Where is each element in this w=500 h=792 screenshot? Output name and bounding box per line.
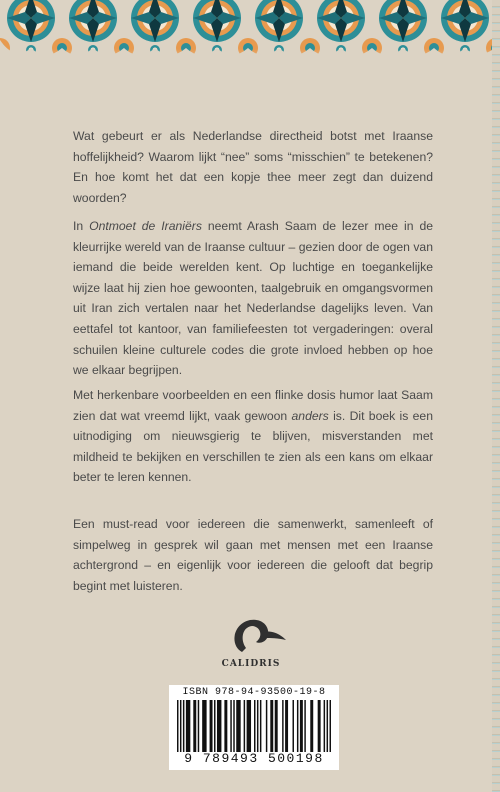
barcode-bar	[304, 700, 305, 752]
barcode-bar	[310, 700, 313, 752]
barcode-bar	[247, 700, 251, 752]
barcode-bar	[266, 700, 267, 752]
publisher-name: CALIDRIS	[221, 659, 281, 669]
barcode-bar	[254, 700, 255, 752]
barcode-bar	[193, 700, 196, 752]
book-title-italic: Ontmoet de Iraniërs	[89, 219, 202, 233]
bird-head-logo-icon	[206, 610, 296, 658]
barcode-bar	[183, 700, 184, 752]
blurb-paragraph-1: Wat gebeurt er als Nederlandse directheid botst met Iraanse hoffelijkheid? Waarom lijkt “nee” soms “misschien” te betekenen? En hoe komt het dat een kopje thee meer zegt dan duizend woorden?	[73, 129, 433, 205]
barcode-digits: 9 789493 500198	[184, 751, 324, 766]
blurb-paragraph-2-rest: neemt Arash Saam de lezer mee in de kleurrijke wereld van de Iraanse cultuur – gezien door de ogen van iemand die beide werelden kent. Op luchtige en toegankelijke wijze laat hij zien hoe gewoonten, taalgebruik en omgangsvormen uit Iran zich vertalen naar het Nederlandse dagelijks leven. Van eettafel tot kantoor, van familiefeesten tot vergaderingen: overal schuilen kleine culturele codes die grote invloed hebben op hoe we elkaar begrijpen.	[73, 219, 433, 378]
publisher-logo	[206, 610, 296, 678]
barcode-bar	[210, 700, 213, 752]
emphasis-anders: anders	[291, 408, 329, 423]
barcode-bar	[236, 700, 240, 752]
barcode-bars	[177, 700, 331, 752]
barcode-bar	[324, 700, 325, 752]
barcode-bar	[282, 700, 283, 752]
barcode-bar	[327, 700, 328, 752]
barcode-bar	[300, 700, 303, 752]
ornamental-tile-border	[0, 0, 500, 70]
barcode-bar	[260, 700, 261, 752]
blurb-paragraph-3-part1: Met herkenbare voorbeelden en een flinke dosis humor laat Saam zien dat wat vreemd lijkt, vaak gewoon	[73, 388, 433, 423]
barcode-bar	[224, 700, 227, 752]
barcode-bar	[217, 700, 221, 752]
blurb-paragraph-4: Een must-read voor iedereen die samenwerkt, samenleeft of simpelweg in gesprek wil gaan met mensen met een Iraanse achtergrond – en eigenlijk voor iedereen die gelooft dat begrip begint met luisteren.	[73, 517, 433, 593]
blurb-paragraph-2	[73, 216, 433, 381]
barcode-bar	[230, 700, 231, 752]
barcode-bar	[293, 700, 294, 752]
barcode-bar	[297, 700, 298, 752]
barcode-bar	[275, 700, 278, 752]
barcode-bar	[186, 700, 190, 752]
isbn-barcode	[169, 685, 339, 770]
isbn-label: ISBN 978-94-93500-19-8	[182, 687, 326, 698]
barcode-bar	[233, 700, 234, 752]
barcode-bar	[202, 700, 206, 752]
barcode-bar	[177, 700, 178, 752]
blurb-paragraph-3-part2: is. Dit boek is een uitnodiging om nieuwsgierig te blijven, misverstanden met mildheid te bekijken en verschillen te zien als een kans om elkaar beter te leren kennen.	[73, 408, 433, 485]
barcode-bar	[318, 700, 321, 752]
barcode-bar	[214, 700, 215, 752]
barcode-bar	[180, 700, 181, 752]
barcode-bar	[330, 700, 331, 752]
barcode-bar	[244, 700, 245, 752]
barcode-bar	[198, 700, 199, 752]
blurb-paragraph-2-intro: In	[73, 219, 90, 233]
barcode-bar	[270, 700, 273, 752]
spine-edge-strip	[492, 0, 500, 792]
blurb-paragraph-3	[73, 385, 433, 488]
barcode-bar	[285, 700, 288, 752]
barcode-bar	[257, 700, 258, 752]
